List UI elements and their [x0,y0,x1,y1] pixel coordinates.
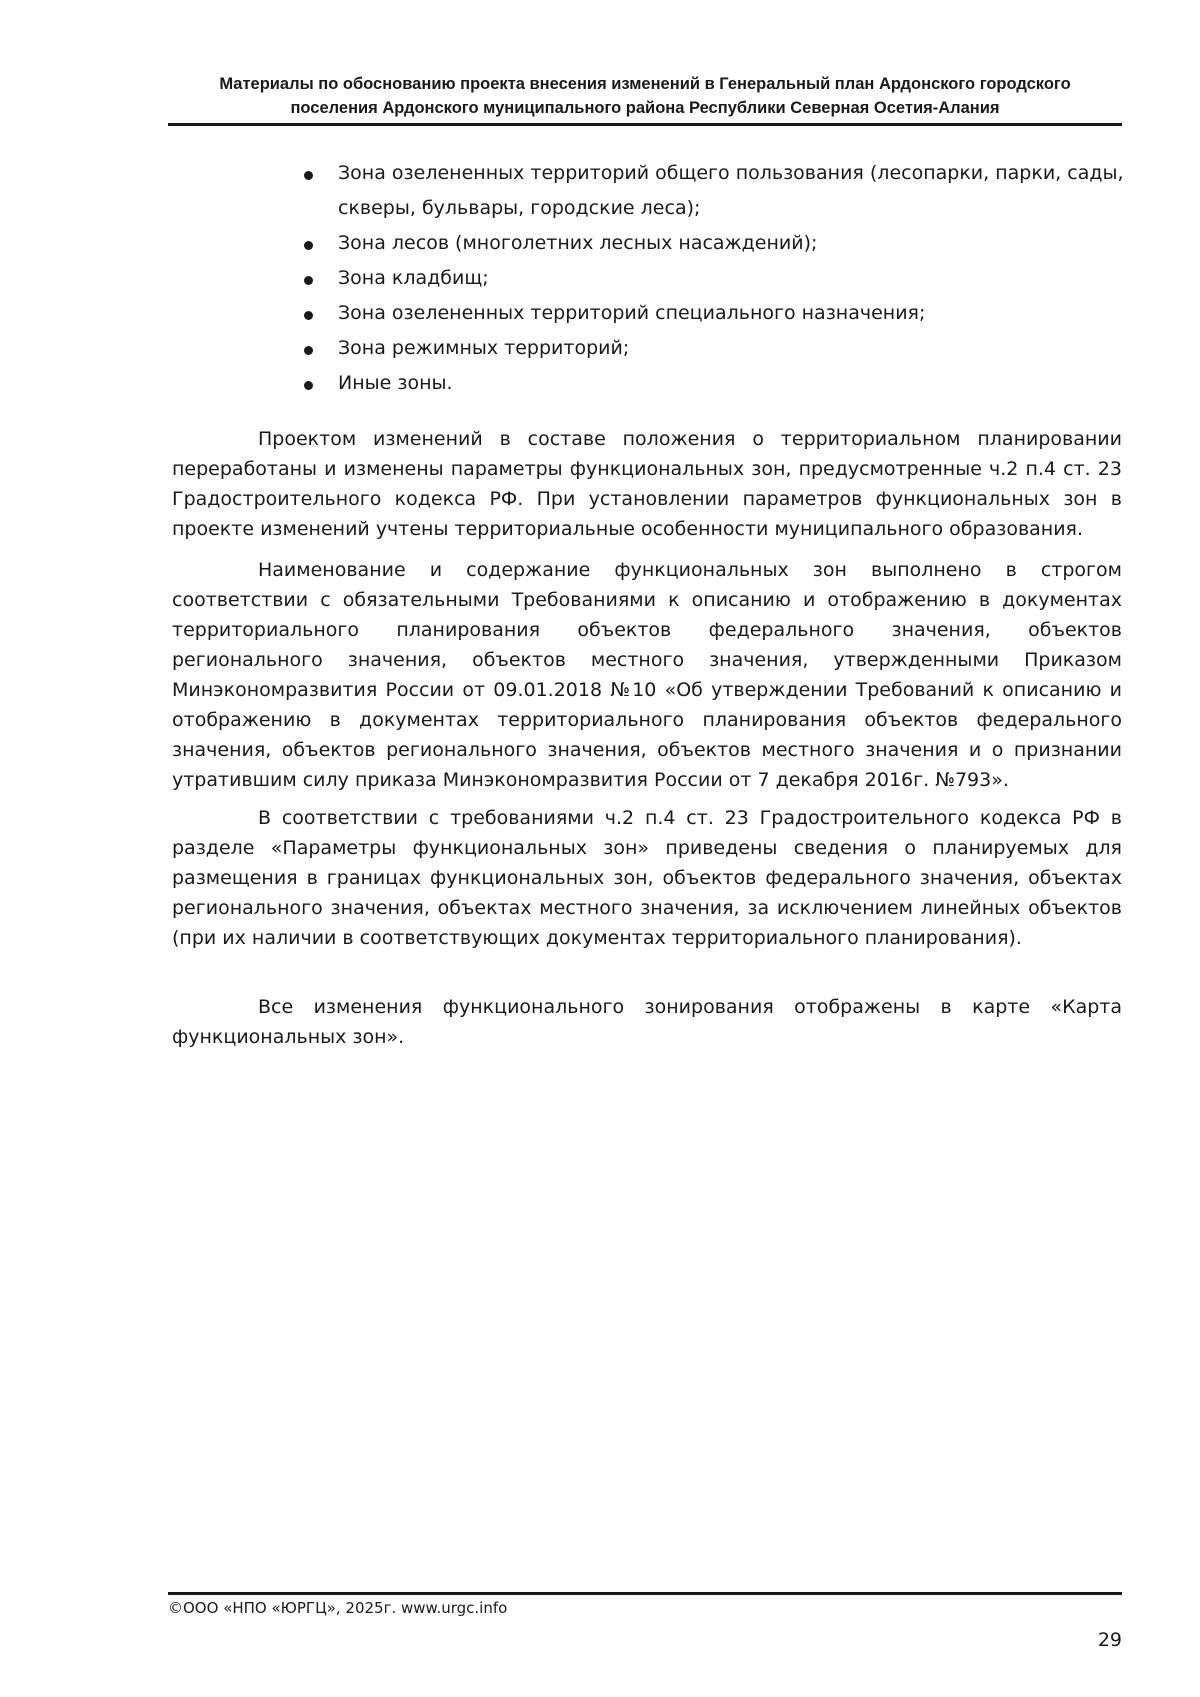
page-header [168,72,1122,120]
list-item-text: Зона кладбищ; [338,267,489,289]
page-number: 29 [1097,1629,1122,1651]
list-item [300,156,1130,226]
list-item [300,331,1130,366]
list-item-text: Зона режимных территорий; [338,337,630,359]
header-line-2: поселения Ардонского муниципального района Республики Северная Осетия-Алания [290,99,1000,117]
footer-copyright: ©ООО «НПО «ЮРГЦ», 2025г. www.urgc.info [168,1599,508,1617]
paragraph-zone-naming: Наименование и содержание функциональных зон выполнено в строгом соответствии с обязательными Требованиями к описанию и отображению в документах территориального планирования объектов федерального значения, объектов регионального значения, объектов местного значения, утвержденными Приказом Минэкономразвития России от 09.01.2018 №10 «Об утверждении Требований к описанию и отображению в документах территориального планирования объектов федерального значения, объектов регионального значения, объектов местного значения и о признании утратившим силу приказа Минэкономразвития России от 7 декабря 2016г. №793». [172,559,1122,791]
paragraph-zoning-map: Все изменения функционального зонирования отображены в карте «Карта функциональных зон». [172,996,1122,1048]
bullet-icon [304,346,313,355]
list-item-text: Зона лесов (многолетних лесных насаждений); [338,232,818,254]
bullet-icon [304,171,313,180]
bullet-icon [304,381,313,390]
bullet-icon [304,276,313,285]
header-divider [168,123,1122,126]
paragraph-project-changes: Проектом изменений в составе положения о территориальном планировании переработаны и изменены параметры функциональных зон, предусмотренные ч.2 п.4 ст. 23 Градостроительного кодекса РФ. При установлении параметров функциональных зон в проекте изменений учтены территориальные особенности муниципального образования. [172,428,1122,540]
header-line-1: Материалы по обоснованию проекта внесения изменений в Генеральный план Ардонского городского [219,75,1071,93]
list-item-text: Зона озелененных территорий специального назначения; [338,302,926,324]
zone-bullet-list [300,156,1130,401]
list-item [300,261,1130,296]
bullet-icon [304,241,313,250]
paragraph-zone-parameters: В соответствии с требованиями ч.2 п.4 ст. 23 Градостроительного кодекса РФ в разделе «Параметры функциональных зон» приведены сведения о планируемых для размещения в границах функциональных зон, объектов федерального значения, объектах регионального значения, объектах местного значения, за исключением линейных объектов (при их наличии в соответствующих документах территориального планирования). [172,807,1122,949]
list-item [300,366,1130,401]
bullet-icon [304,311,313,320]
list-item [300,296,1130,331]
list-item [300,226,1130,261]
footer-divider [168,1592,1122,1595]
list-item-text: Зона озелененных территорий общего пользования (лесопарки, парки, сады, скверы, бульвары, городские леса); [338,162,1124,219]
list-item-text: Иные зоны. [338,372,453,394]
